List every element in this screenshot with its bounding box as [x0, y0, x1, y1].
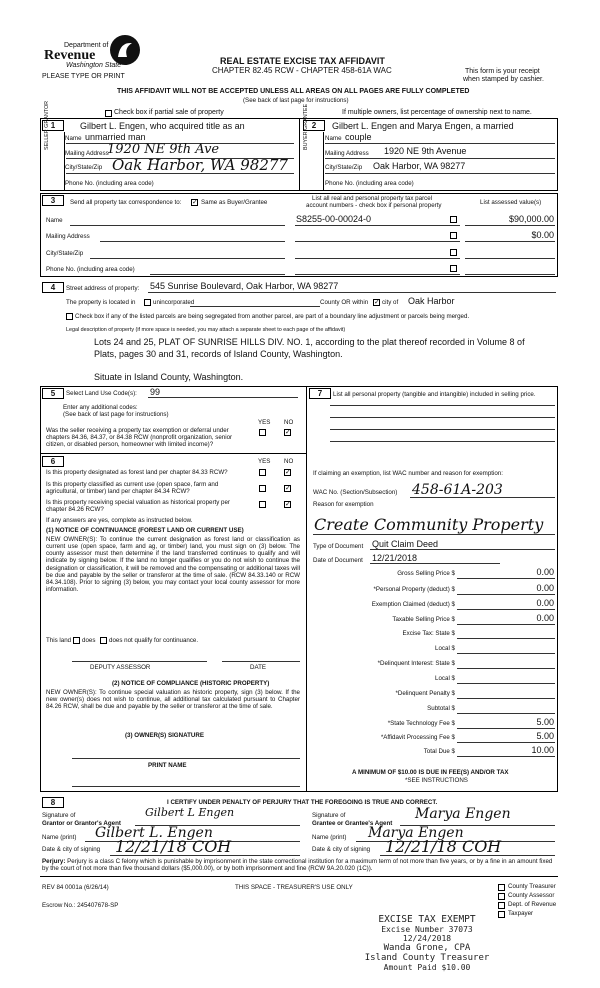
copy-dept-revenue: Dept. of Revenue	[508, 901, 557, 908]
s5-no-checkbox[interactable]: ✓	[285, 429, 291, 436]
segregated-label: Check box if any of the listed parcels are being segregated from another parcel, are part of a boundary line adjustment or parcels being merged.	[75, 313, 470, 320]
tax-row-label: Exemption Claimed (deduct) $	[371, 601, 455, 608]
legal-description-label: Legal description of property (if more space is needed, you may attach a separate sheet to each page of the affidavit)	[66, 327, 346, 333]
seller-side-label: SELLER GRANTOR	[44, 100, 50, 150]
tax-row-label: *Delinquent Penalty $	[395, 690, 455, 697]
s6-q3-no[interactable]: ✓	[285, 501, 291, 508]
see-back: (See back of last page for instructions)	[243, 97, 349, 104]
stamp-treasurer-name: Wanda Grone, CPA	[383, 943, 471, 953]
located-label: The property is located in	[66, 299, 136, 306]
personal-property-checkbox-1[interactable]	[450, 216, 457, 223]
s5-question: Was the seller receiving a property tax exemption or deferral under chapters 84.36, 84.37, or 84.38 RCW (nonprofit organization, senior citizen, or disabled person, homeowner with limited income)?	[46, 427, 233, 449]
tax-row-label: Excise Tax: State $	[402, 630, 455, 637]
form-title: REAL ESTATE EXCISE TAX AFFIDAVIT	[220, 56, 385, 66]
land-use-code: 99	[150, 387, 161, 397]
personal-property-checkbox-3[interactable]	[450, 249, 457, 256]
treasurer-space-label: THIS SPACE - TREASURER'S USE ONLY	[235, 884, 353, 891]
assessed-label: List assessed value(s)	[480, 199, 542, 206]
please-type: PLEASE TYPE OR PRINT	[42, 73, 125, 80]
buyer-mail-label: Mailing Address	[325, 150, 369, 157]
copy-taxpayer: Taxpayer	[508, 910, 534, 917]
parcel-list-label-1: List all real and personal property tax parcel	[312, 195, 433, 202]
multiple-owners-note: If multiple owners, list percentage of ownership next to name.	[342, 109, 532, 116]
tax-row-value: 0.00	[536, 598, 554, 608]
tax-row-label: Gross Selling Price $	[397, 570, 455, 577]
tax-row-value: 0.00	[536, 583, 554, 593]
s3-city-label: City/State/Zip	[46, 250, 84, 257]
tax-row-value: 10.00	[531, 745, 554, 755]
tax-row-label: Subtotal $	[427, 705, 455, 712]
grantor-date-label: Date & city of signing	[42, 846, 101, 853]
segregated-checkbox[interactable]	[66, 313, 73, 320]
legal-line-1: Lots 24 and 25, PLAT OF SUNRISE HILLS DIV. NO. 1, according to the plat thereof recorded in Volume 8 of	[94, 337, 525, 347]
dept-label: Department of	[64, 42, 109, 49]
notice1-title: (1) NOTICE OF CONTINUANCE (FOREST LAND OR CURRENT USE)	[46, 527, 244, 534]
deputy-date-label: DATE	[250, 664, 267, 671]
stamp-exempt: EXCISE TAX EXEMPT	[378, 914, 476, 925]
personal-property-checkbox-2[interactable]	[450, 232, 457, 239]
section-7-badge: 7	[309, 388, 331, 399]
copy-county-treasurer-checkbox[interactable]	[498, 884, 505, 891]
doc-date-label: Date of Document	[313, 557, 363, 564]
stamp-excise-number: Excise Number 37073	[381, 925, 473, 934]
copy-county-assessor-checkbox[interactable]	[498, 893, 505, 900]
grantor-agent-label: Grantor or Grantor's Agent	[42, 820, 121, 827]
warning-text: THIS AFFIDAVIT WILL NOT BE ACCEPTED UNLESS ALL AREAS ON ALL PAGES ARE FULLY COMPLETED	[117, 88, 470, 95]
s5-yes-checkbox[interactable]	[259, 429, 266, 436]
tax-row-label: *State Technology Fee $	[387, 720, 455, 727]
parcel-list-label-2: account numbers - check box if personal property	[306, 202, 442, 209]
minimum-fee-note: A MINIMUM OF $10.00 IS DUE IN FEE(S) AND/OR TAX	[352, 769, 509, 776]
print-name-label: PRINT NAME	[148, 762, 187, 769]
county-within-label: County OR within	[320, 299, 369, 306]
copy-county-treasurer: County Treasurer	[508, 883, 556, 890]
buyer-name-label: Name	[325, 135, 342, 142]
seller-city-label: City/State/Zip	[65, 164, 103, 171]
tax-row-value: 5.00	[536, 731, 554, 741]
additional-codes-label: Enter any additional codes:	[63, 404, 138, 411]
exemption-reason: Create Community Property	[314, 515, 544, 534]
does-not-checkbox[interactable]	[100, 637, 107, 644]
stamp-treasurer-title: Island County Treasurer	[364, 953, 490, 963]
section-6-badge: 6	[42, 456, 64, 467]
s3-name-label: Name	[46, 217, 63, 224]
seller-mail-label: Mailing Address	[65, 150, 109, 157]
property-city: Oak Harbor	[408, 296, 455, 306]
s6-no-header: NO	[284, 458, 294, 465]
land-use-label: Select Land Use Code(s):	[66, 390, 137, 397]
grantor-name: Gilbert L. Engen	[95, 825, 213, 841]
s6-q1: Is this property designated as forest land per chapter 84.33 RCW?	[46, 469, 228, 476]
seller-phone-label: Phone No. (including area code)	[65, 180, 154, 187]
wac-label: WAC No. (Section/Subsection)	[313, 489, 398, 496]
s6-q3-yes[interactable]	[259, 501, 266, 508]
perjury-text: Perjury is a class C felony which is punishable by imprisonment in the state correctional institution for a maximum term of not more than five years, or by a fine in an amount fixed by the court of not more than five thousand dollars ($5,000.00), or by both imprisonment and fine (RCW 9A.20.020 (1C)).	[42, 858, 553, 873]
assessed-value-2: $0.00	[531, 230, 554, 240]
tax-row-label: *Affidavit Processing Fee $	[380, 734, 455, 741]
grantor-sig-label: Signature of	[42, 812, 76, 819]
partial-sale-checkbox[interactable]	[105, 110, 112, 117]
s6-q1-no[interactable]: ✓	[285, 469, 291, 476]
section-8-badge: 8	[42, 797, 64, 808]
buyer-name-line1: Gilbert L. Engen and Marya Engen, a married	[332, 121, 514, 131]
same-as-buyer-checkbox[interactable]: ✓	[192, 199, 198, 206]
tax-row-label: Taxable Selling Price $	[392, 616, 455, 623]
grantee-date-city: 12/21/18 COH	[385, 837, 502, 856]
perjury-label: Perjury:	[42, 858, 66, 865]
treasurer-stamp	[352, 914, 502, 972]
seller-name-label: Name	[65, 135, 82, 142]
escrow-number: Escrow No.: 245407678-SP	[42, 902, 119, 909]
tax-row-value: 0.00	[536, 613, 554, 623]
stamp-date: 12/24/2018	[402, 934, 452, 943]
s6-yes-header: YES	[258, 458, 271, 465]
s6-q1-yes[interactable]	[259, 469, 266, 476]
grantor-date-city: 12/21/18 COH	[115, 837, 232, 856]
s3-mail-label: Mailing Address	[46, 233, 90, 240]
grantee-signature: Marya Engen	[415, 806, 511, 822]
buyer-city: Oak Harbor, WA 98277	[373, 161, 466, 171]
partial-sale-label: Check box if partial sale of property	[114, 109, 224, 116]
stamp-amount-paid: Amount Paid $10.00	[383, 963, 471, 972]
personal-property-label: List all personal property (tangible and intangible) included in selling price.	[333, 391, 536, 398]
receipt-note-2: when stamped by cashier.	[463, 76, 544, 83]
tax-row-label: Local $	[435, 675, 455, 682]
city-of-checkbox[interactable]: ✓	[374, 299, 380, 306]
s5-yes-header: YES	[258, 419, 271, 426]
doc-type-label: Type of Document	[313, 543, 364, 550]
certify-statement: I CERTIFY UNDER PENALTY OF PERJURY THAT THE FOREGOING IS TRUE AND CORRECT.	[167, 799, 438, 806]
personal-property-checkbox-4[interactable]	[450, 265, 457, 272]
wac-number: 458-61A-203	[412, 482, 503, 498]
same-as-buyer-label: Same as Buyer/Grantee	[201, 199, 268, 206]
seller-name-line2: unmarried man	[85, 132, 146, 142]
buyer-name-line2: couple	[345, 132, 372, 142]
section-3-badge: 3	[42, 195, 64, 206]
does-label: does	[82, 637, 96, 644]
buyer-city-label: City/State/Zip	[325, 164, 363, 171]
doc-type: Quit Claim Deed	[372, 539, 439, 549]
grantee-agent-label: Grantee or Grantee's Agent	[312, 820, 393, 827]
tax-row-label: Total Due $	[423, 748, 455, 755]
tax-row-value: 5.00	[536, 717, 554, 727]
seller-name-line1: Gilbert L. Engen, who acquired title as an	[80, 121, 245, 131]
section-2-badge: 2	[303, 120, 325, 131]
city-of-label: city of	[382, 299, 399, 306]
grantee-name: Marya Engen	[368, 825, 464, 841]
buyer-phone-label: Phone No. (including area code)	[325, 180, 414, 187]
s6-q2-yes[interactable]	[259, 485, 266, 492]
copy-county-assessor: County Assessor	[508, 892, 555, 899]
buyer-mail: 1920 NE 9th Avenue	[384, 146, 467, 156]
section-4-badge: 4	[42, 282, 64, 293]
tax-row-label: *Personal Property (deduct) $	[373, 586, 455, 593]
buyer-side-label: BUYER GRANTEE	[303, 103, 309, 150]
notice2-title: (2) NOTICE OF COMPLIANCE (HISTORIC PROPERTY)	[112, 680, 270, 687]
tax-row-label: *Delinquent Interest: State $	[377, 660, 455, 667]
s6-q2-no[interactable]: ✓	[285, 485, 291, 492]
chapter-label: CHAPTER 82.45 RCW - CHAPTER 458-61A WAC	[212, 66, 392, 75]
does-not-label: does not qualify for continuance.	[109, 637, 199, 644]
grantee-name-label: Name (print)	[312, 834, 347, 841]
if-any-yes: If any answers are yes, complete as instructed below.	[46, 517, 193, 524]
exemption-label: If claiming an exemption, list WAC number and reason for exemption:	[313, 470, 503, 477]
unincorporated-label: unincorporated	[153, 299, 195, 306]
seller-mail: 1920 NE 9th Ave	[107, 142, 220, 157]
s3-phone-label: Phone No. (including area code)	[46, 266, 135, 273]
parcel-number: S8255-00-00024-0	[296, 214, 372, 224]
owner-signature-label: (3) OWNER(S) SIGNATURE	[125, 732, 204, 739]
unincorporated-checkbox[interactable]	[144, 299, 151, 306]
state-label: Washington State	[66, 62, 122, 69]
see-instructions: *SEE INSTRUCTIONS	[405, 777, 468, 784]
s6-q2: Is this property classified as current use (open space, farm and agricultural, or timber) land per chapter 84.34 RCW?	[46, 481, 219, 496]
receipt-note-1: This form is your receipt	[465, 68, 540, 75]
doc-date: 12/21/2018	[372, 553, 418, 563]
s5-no-header: NO	[284, 419, 294, 426]
tax-row-value: 0.00	[536, 567, 554, 577]
revenue-wordmark: Revenue	[44, 48, 96, 63]
assessed-value-1: $90,000.00	[508, 214, 554, 224]
this-land-label: This land	[46, 637, 72, 644]
section-1-badge: 1	[42, 120, 64, 131]
notice1-text: NEW OWNER(S): To continue the current designation as forest land or classification as current use (open space, farm and ag, or timber) land, you must sign on (3) below. The county assessor must then determine if the land transferred continues to qualify and will indicate by signing below. If the land no longer qualifies or you do not wish to continue the designation or classification, it will be removed and the compensating or additional taxes will be due and payable by the seller or transferor at the time of sale. (RCW 84.33.140 or RCW 84.34.108). Prior to signing (3) below, you may contact your local county assessor for more information.	[46, 536, 300, 593]
section-5-badge: 5	[42, 388, 64, 399]
legal-line-3: Situate in Island County, Washington.	[94, 372, 244, 382]
street-label: Street address of property:	[66, 285, 140, 292]
seller-city: Oak Harbor, WA 98277	[112, 156, 288, 174]
grantee-date-label: Date & city of signing	[312, 846, 371, 853]
reason-label: Reason for exemption	[313, 501, 374, 508]
grantor-name-label: Name (print)	[42, 834, 77, 841]
perjury-notice	[42, 858, 557, 872]
notice2-text: NEW OWNER(S): To continue special valuation as historic property, sign (3) below. If the new owner(s) does not wish to continue, all additional tax calculated pursuant to Chapter 84.26 RCW, shall be due and payable by the seller or transferor at the time of sale.	[46, 689, 300, 711]
tax-row-label: Local $	[435, 645, 455, 652]
copy-dept-revenue-checkbox[interactable]	[498, 902, 505, 909]
grantor-signature: Gilbert L Engen	[145, 806, 235, 819]
additional-codes-instr: (See back of last page for instructions)	[63, 411, 169, 418]
grantee-sig-label: Signature of	[312, 812, 346, 819]
deputy-assessor-label: DEPUTY ASSESSOR	[90, 664, 151, 671]
s6-q3: Is this property receiving special valuation as historical property per chapter 84.26 RCW?	[46, 499, 230, 514]
does-checkbox[interactable]	[73, 637, 80, 644]
legal-line-2: Plats, pages 30 and 31, records of Island County, Washington.	[94, 349, 343, 359]
send-correspondence-label: Send all property tax correspondence to:	[70, 199, 182, 206]
street-address: 545 Sunrise Boulevard, Oak Harbor, WA 98277	[150, 281, 339, 291]
form-revision: REV 84 0001a (6/26/14)	[42, 884, 109, 891]
